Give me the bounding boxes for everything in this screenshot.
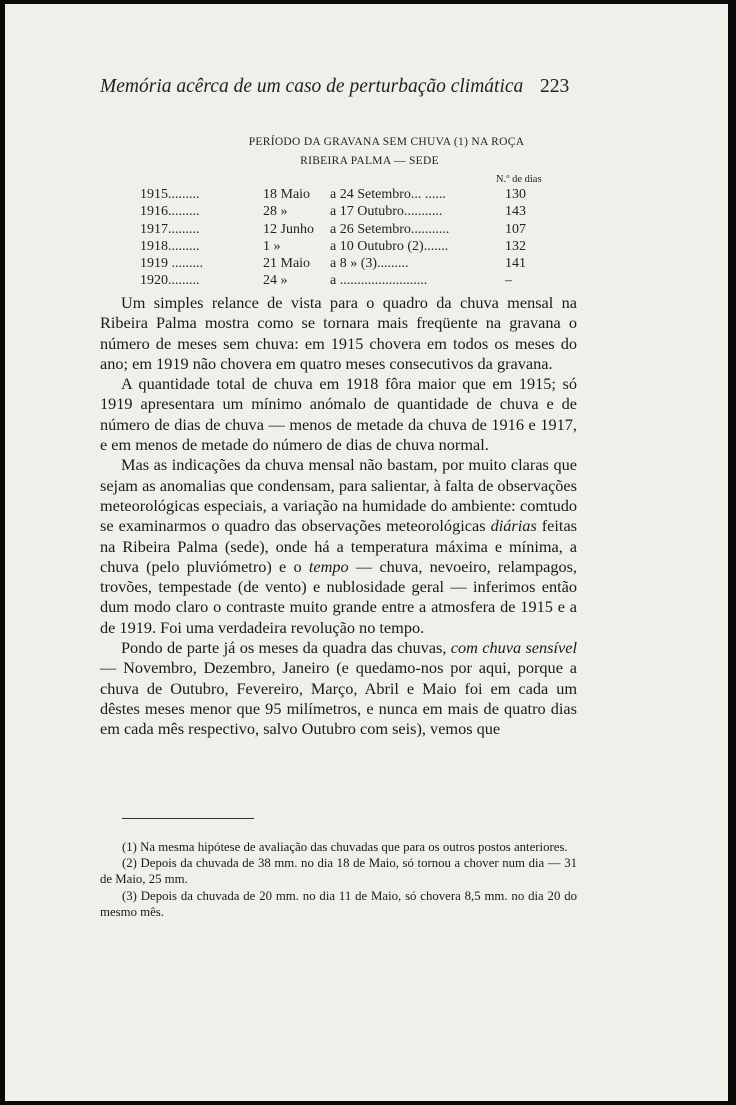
end-cell: a 17 Outubro........... (330, 204, 443, 220)
paragraph-4 (100, 638, 577, 739)
end-cell: a 10 Outubro (2)....... (330, 238, 449, 254)
days-cell: 107 (505, 221, 526, 237)
footnote-3: (3) Depois da chuvada de 20 mm. no dia 11 de Maio, só chovera 8,5 mm. no dia 20 do mesmo mês. (100, 888, 577, 919)
start-cell: 12 Junho (263, 221, 314, 237)
year-cell: 1915......... (140, 187, 200, 202)
body-text (100, 293, 577, 740)
paragraph-3 (100, 455, 577, 638)
footnote-1: (1) Na mesma hipótese de avaliação das chuvadas que para os outros postos anteriores. (122, 840, 568, 854)
paragraph-4-text-c: — Novembro, Dezembro, Janeiro (e quedamo-nos por aqui, porque a chuva de Outubro, Fevereiro, Março, Abril e Maio foi em cada um dêstes meses menor que 95 milímetros, e nunca em mais de quatro dias em cada mês respectivo, salvo Outubro com seis), vemos que (100, 658, 577, 739)
days-cell: 132 (505, 238, 526, 254)
footnote-2: (2) Depois da chuvada de 38 mm. no dia 18 de Maio, só tornou a chover num dia — 31 de Maio, 25 mm. (100, 856, 577, 887)
year-cell: 1918......... (140, 238, 200, 254)
table-row (140, 221, 526, 238)
year-cell: 1917......... (140, 221, 200, 237)
year-cell: 1916......... (140, 204, 200, 220)
table-title-line1: PERÍODO DA GRAVANA SEM CHUVA (1) NA ROÇA (248, 136, 525, 148)
end-cell: a 8 » (3)......... (330, 256, 409, 272)
start-cell: 18 Maio (263, 187, 311, 202)
start-cell: 1 » (263, 238, 281, 254)
days-cell: 143 (505, 204, 526, 220)
table-row (140, 203, 526, 220)
emphasis-tempo: tempo (308, 556, 349, 576)
table-title (5, 133, 728, 171)
book-page (5, 4, 728, 1101)
year-cell: 1919 ......... (140, 256, 203, 272)
end-cell: a ......................... (330, 273, 428, 289)
end-cell: a 26 Setembro........... (330, 221, 450, 237)
days-cell: – (505, 273, 512, 289)
paragraph-1: Um simples relance de vista para o quadro da chuva mensal na Ribeira Palma mostra como se tornara mais freqüente na gravana o número de meses sem chuva: em 1915 chovera em todos os meses do ano; em 1919 não chovera em quatro meses consecutivos da gravana. (100, 293, 577, 373)
table-row (140, 238, 526, 255)
start-cell: 24 » (263, 273, 288, 289)
paragraph-3-text-c: feitas na Ribeira Palma (sede), onde há a temperatura máxima e mínima, a chuva (pelo pluviómetro) e o (100, 516, 578, 576)
emphasis-chuva-sensivel: com chuva sensível (450, 638, 577, 658)
footnote-divider (122, 818, 254, 819)
page-number: 223 (540, 76, 570, 97)
footnotes (100, 839, 577, 920)
year-cell: 1920......... (140, 273, 200, 289)
table-row (140, 186, 526, 203)
emphasis-diarias: diárias (490, 516, 537, 536)
days-cell: 130 (505, 187, 526, 202)
days-column-header: N.º de dias (496, 174, 542, 185)
table-row (140, 255, 526, 272)
rain-period-table (140, 186, 526, 290)
paragraph-3-text-a: Mas as indicações da chuva mensal não bastam, por muito claras que sejam as anomalias que condensam, para salientar, à falta de observações meteorológicas especiais, a variação na humidade do ambiente: comtudo se examinarmos o quadro das observações meteorológicas (100, 455, 577, 536)
start-cell: 28 » (263, 204, 288, 220)
days-cell: 141 (505, 256, 526, 272)
paragraph-4-text-a: Pondo de parte já os meses da quadra das chuvas, (121, 638, 451, 658)
end-cell: a 24 Setembro... ...... (330, 187, 446, 202)
paragraph-2: A quantidade total de chuva em 1918 fôra maior que em 1915; só 1919 apresentara um mínimo anómalo de quantidade de chuva e de número de dias de chuva — menos de metade da chuva de 1916 e 1917, e em menos de metade do número de dias de chuva normal. (100, 374, 577, 455)
table-title-line2: RIBEIRA PALMA — SEDE (300, 155, 439, 167)
start-cell: 21 Maio (263, 256, 311, 272)
table-row (140, 272, 526, 289)
running-head: Memória acêrca de um caso de perturbação climática (100, 76, 524, 97)
paragraph-3-text-e: — chuva, nevoeiro, relampagos, trovões, tempestade (de vento) e nublosidade geral — inferimos então dum modo claro o contraste muito grande entre a atmosfera de 1915 e a de 1919. Foi uma verdadeira revolução no tempo. (100, 556, 578, 637)
